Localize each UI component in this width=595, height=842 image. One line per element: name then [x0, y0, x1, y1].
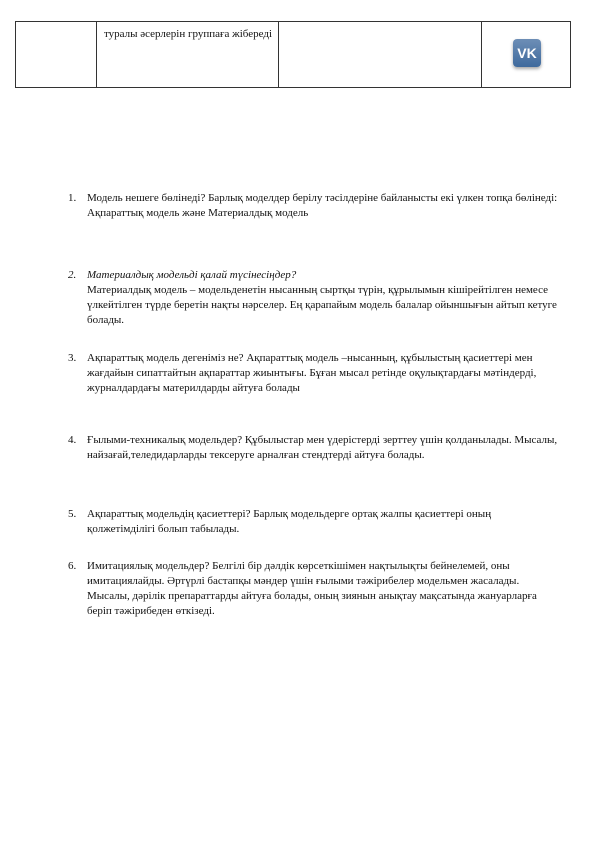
item-number: 6.	[68, 560, 77, 572]
item-text: Модель нешеге бөлінеді? Барлық моделдер берілу тәсілдеріне байланысты екі үлкен топқа бөлінеді: Ақпараттық модель және Материалдық модель	[87, 192, 558, 219]
list-item	[68, 351, 558, 396]
item-number: 5.	[68, 508, 77, 520]
table-column-divider	[96, 22, 97, 87]
list-item	[68, 191, 558, 221]
item-number: 1.	[68, 192, 77, 204]
lesson-table	[15, 21, 571, 88]
vk-logo-icon[interactable]	[513, 39, 541, 67]
item-text: Имитациялық модельдер? Белгілі бір дәлдік көрсеткішімен нақтылықты бейнелемей, оны имитациялайды. Әртүрлі бастапқы мәндер үшін ғылыми тәжірибелер модельмен жасалады. Мысалы, дәрілік препараттарды айтуға болады, оның зиянын анықтау мақсатында жануарларға беріп тәжірибеден өткізеді.	[87, 560, 537, 617]
table-column-divider	[481, 22, 482, 87]
item-text: Материалдық модель – модельденетін нысанның сыртқы түрін, құрылымын кішірейтілген немесе үлкейтілген түрде беретін нақты нәрселер. Ең қарапайым модель балалар ойыншығын айтып кетуге болады.	[87, 284, 557, 326]
item-text: Ақпараттық модельдің қасиеттері? Барлық модельдерге ортақ жалпы қасиеттері оның қолжетімділігі болып табылады.	[87, 508, 492, 535]
item-number: 2.	[68, 269, 77, 281]
table-column-divider	[278, 22, 279, 87]
list-item	[68, 268, 558, 328]
vk-logo-label: VK	[517, 45, 537, 61]
item-text: Ғылыми-техникалық модельдер? Құбылыстар мен үдерістерді зерттеу үшін қолданылады. Мысалы, найзағай,теледидарларды тексеруге арналған стендтерді айтуға болады.	[87, 434, 558, 461]
list-item	[68, 433, 558, 463]
item-number: 3.	[68, 352, 77, 364]
item-text: Ақпараттық модель дегеніміз не? Ақпараттық модель –нысанның, құбылыстың қасиеттері мен жағдайын сипаттайтын ақпараттар жиынтығы. Бұған мысал ретінде оқулықтардағы мәтіндерді, журналдардағы материлдарды айтуға болады	[87, 352, 537, 394]
list-item	[68, 559, 558, 619]
item-question: Материалдық модельді қалай түсінесіңдер?	[87, 269, 297, 281]
list-item	[68, 507, 558, 537]
table-cell-text: туралы әсерлерін группаға жібереді	[104, 28, 273, 40]
item-number: 4.	[68, 434, 77, 446]
